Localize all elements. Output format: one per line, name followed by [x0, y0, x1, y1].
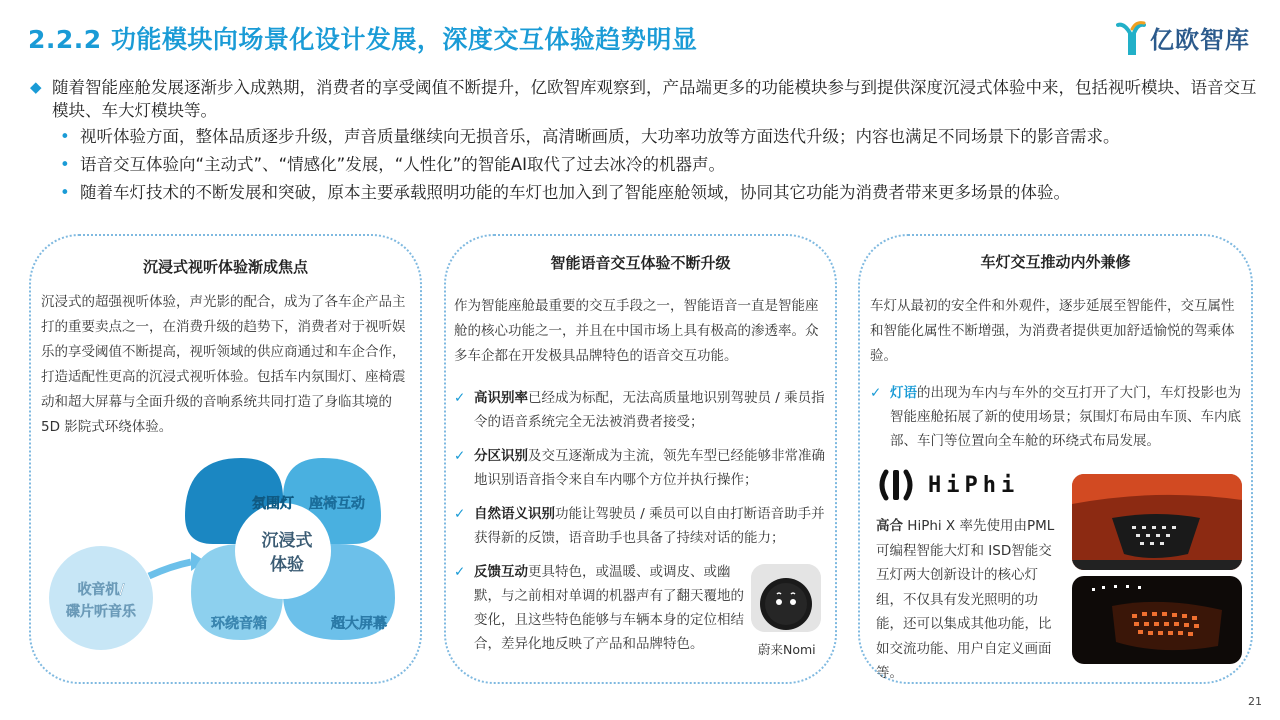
list-item: [56, 181, 1260, 204]
hiphi-wordmark: HiPhi: [928, 472, 1020, 498]
hiphi-logo: [876, 468, 1019, 502]
list-item: [454, 560, 754, 656]
bullet-dot-icon: •: [60, 155, 70, 174]
check-icon: ✓: [454, 506, 466, 522]
bullet-text: 视听体验方面，整体品质逐步升级，声音质量继续向无损音乐，高清晰画质，大功率功放等方面迭代升级；内容也满足不同场景下的影音需求。: [80, 127, 1120, 146]
panel-title: 智能语音交互体验不断升级: [550, 254, 731, 272]
check-icon: ✓: [454, 448, 466, 464]
item-text: 功能让驾驶员 / 乘员可以自由打断语音助手并获得新的反馈，语音助手也具备了持续对话的能力；: [474, 506, 825, 546]
item-keyword: 高识别率: [474, 390, 528, 406]
page-number: 21: [1248, 695, 1262, 708]
panel-title: 沉浸式视听体验渐成焦点: [142, 258, 308, 276]
panel-text: 车灯从最初的安全件和外观件，逐步延展至智能件，交互属性和智能化属性不断增强，为消费者提供更加舒适愉悦的驾乘体验。: [870, 298, 1235, 364]
panel-text: 沉浸式的超强视听体验，声光影的配合，成为了各车企产品主打的重要卖点之一，在消费升级的趋势下，消费者对于视听娱乐的享受阈值不断提高，视听领域的供应商通过和车企合作，打造适配性更高的沉浸式视听体验。包括车内氛围灯、座椅震动和超大屏幕与全面升级的音响系统共同打造了身临其境的 5D 影院式环绕体验。: [41, 294, 406, 435]
origin-circle: [49, 546, 153, 650]
list-item: [56, 153, 1260, 176]
car-headlight-photo: [1072, 474, 1242, 570]
item-keyword: 灯语: [890, 385, 917, 401]
diamond-bullet-icon: ◆: [30, 78, 42, 96]
intro-lead: [30, 76, 1260, 122]
check-icon: ✓: [454, 564, 466, 580]
hiphi-brand: 高合: [876, 518, 903, 534]
immersive-experience-diagram: [41, 458, 414, 680]
item-keyword: 分区识别: [474, 448, 528, 464]
petal-label: 座椅互动: [309, 496, 365, 512]
brand-logo: [1116, 20, 1250, 55]
center-circle: [235, 503, 331, 599]
car-taillight-photo: [1072, 576, 1242, 664]
nomi-image: [751, 564, 821, 632]
center-label-line2: 体验: [270, 555, 304, 575]
bullet-text: 随着车灯技术的不断发展和突破，原本主要承载照明功能的车灯也加入到了智能座舱领域，协同其它功能为消费者带来更多场景的体验。: [80, 183, 1070, 202]
intro-lead-text: 随着智能座舱发展逐渐步入成熟期，消费者的享受阈值不断提升，亿欧智库观察到，产品端更多的功能模块参与到提供深度沉浸式体验中来，包括视听模块、语音交互模块、车大灯模块等。: [52, 78, 1257, 120]
center-label-line1: 沉浸式: [261, 531, 313, 551]
origin-label-line2: 碟片听音乐: [66, 604, 136, 620]
panel-car-lights: [858, 234, 1253, 684]
logo-icon: [1116, 21, 1146, 55]
list-item: [454, 386, 830, 434]
list-item: [56, 125, 1260, 148]
panel-audio-visual: [29, 234, 422, 684]
petal-label: 环绕音箱: [211, 616, 267, 632]
panel-voice-interaction: [444, 234, 837, 684]
check-icon: ✓: [870, 385, 882, 401]
item-text: 更具特色，或温暖、或调皮、或幽默，与之前相对单调的机器声有了翻天覆地的变化，且这些特色能够与车辆本身的定位相结合，差异化地反映了产品和品牌特色。: [474, 564, 744, 652]
item-keyword: 自然语义识别: [474, 506, 555, 522]
hiphi-emblem-icon: [876, 468, 916, 502]
hiphi-text: HiPhi X 率先使用由PML可编程智能大灯和 ISD智能交互灯两大创新设计的核心灯组，不仅具有发光照明的功能，还可以集成其他功能，比如交流功能、用户自定义画面等。: [876, 518, 1055, 681]
nomi-caption: 蔚来Nomi: [758, 642, 816, 657]
hiphi-description: [876, 514, 1064, 686]
list-item: [454, 502, 830, 550]
item-text: 的出现为车内与车外的交互打开了大门，车灯投影也为智能座舱拓展了新的使用场景；氛围灯布局由车顶、车内底部、车门等位置向全车舱的环绕式布局发展。: [890, 385, 1241, 449]
panel-title: 车灯交互推动内外兼修: [980, 253, 1131, 271]
intro-bullets: [56, 125, 1260, 204]
item-text: 及交互逐渐成为主流，领先车型已经能够非常准确地识别语音指令来自车内哪个方位并执行操作；: [474, 448, 825, 488]
item-text: 已经成为标配，无法高质量地识别驾驶员 / 乘员指令的语音系统完全无法被消费者接受；: [474, 390, 825, 430]
list-item: [870, 381, 1242, 453]
origin-label-line1: 收音机/: [77, 582, 125, 598]
logo-text: 亿欧智库: [1150, 26, 1250, 54]
bullet-dot-icon: •: [60, 127, 70, 146]
page-title: 2.2.2 功能模块向场景化设计发展，深度交互体验趋势明显: [28, 25, 698, 54]
item-keyword: 反馈互动: [474, 564, 528, 580]
panel-text: 作为智能座舱最重要的交互手段之一，智能语音一直是智能座舱的核心功能之一，并且在中国市场上具有极高的渗透率。众多车企都在开发极具品牌特色的语音交互功能。: [454, 298, 819, 364]
intro-section: [30, 76, 1260, 209]
bullet-text: 语音交互体验向“主动式”、“情感化”发展，“人性化”的智能AI取代了过去冰冷的机器声。: [80, 155, 725, 174]
petal-label: 氛围灯: [252, 496, 294, 512]
bullet-dot-icon: •: [60, 183, 70, 202]
light-feature-list: [870, 381, 1242, 463]
list-item: [454, 444, 830, 492]
check-icon: ✓: [454, 390, 466, 406]
petal-label: 超大屏幕: [331, 616, 387, 632]
